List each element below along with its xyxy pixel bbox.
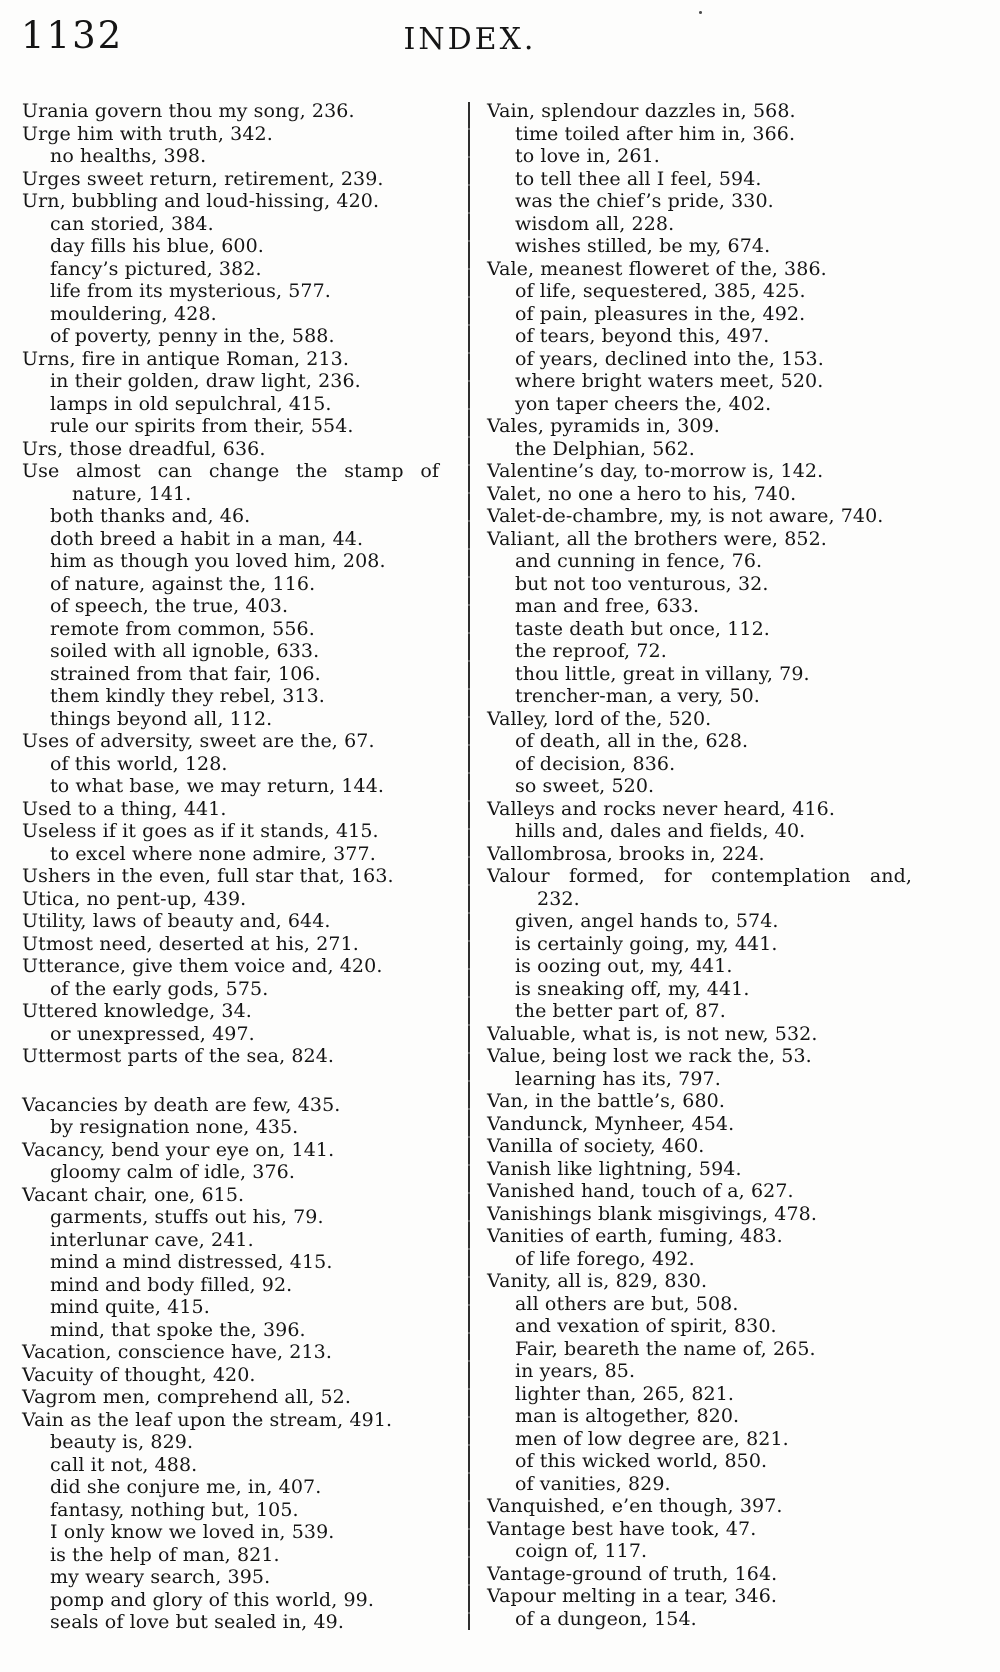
index-entry-line: beauty is, 829. [50,1431,194,1453]
page-number: 1132 [21,14,124,57]
index-entry-line: Valiant, all the brothers were, 852. [487,527,827,550]
index-entry-line: of a dungeon, 154. [515,1607,697,1630]
index-entry-line: Utility, laws of beauty and, 644. [22,910,331,932]
index-entry-line: Valleys and rocks never heard, 416. [487,797,835,820]
index-entry-line: man and free, 633. [515,595,700,617]
index-entry-line: Valour formed, for contemplation and, [487,865,912,887]
index-entry-line: lighter than, 265, 821. [515,1382,735,1405]
index-entry-line: the Delphian, 562. [515,437,695,460]
index-entry-line: the reproof, 72. [515,640,667,662]
index-entry-line: soiled with all ignoble, 633. [50,640,320,662]
section-gap [22,1068,440,1094]
index-entry-line: Vantage best have took, 47. [487,1517,757,1540]
index-entry-line: fancy’s pictured, 382. [50,257,262,280]
index-entry-line: Valuable, what is, is not new, 532. [487,1022,818,1045]
index-entry-line: of vanities, 829. [515,1472,671,1495]
index-entry-line: where bright waters meet, 520. [515,370,824,392]
index-entry-line: Vagrom men, comprehend all, 52. [22,1386,352,1408]
index-entry-line: Vanities of earth, fuming, 483. [487,1225,783,1247]
index-entry-line: to what base, we may return, 144. [50,775,385,797]
index-entry-line: or unexpressed, 497. [50,1022,255,1045]
index-entry-line: Valet-de-chambre, my, is not aware, 740. [487,505,884,527]
index-entry-line: Uses of adversity, sweet are the, 67. [22,730,375,752]
index-entry-line: things beyond all, 112. [50,707,273,730]
index-entry-line: strained from that fair, 106. [50,662,321,685]
index-entry-line: gloomy calm of idle, 376. [50,1161,295,1183]
index-entry-line: in their golden, draw light, 236. [50,370,361,392]
index-entry-line: and cunning in fence, 76. [515,550,763,572]
index-entry-line: mouldering, 428. [50,302,217,325]
index-entry-line: Fair, beareth the name of, 265. [515,1337,816,1360]
index-entry-line: Ushers in the even, full star that, 163. [22,865,394,887]
index-entry-line: remote from common, 556. [50,617,315,640]
index-entry-line: Use almost can change the stamp of [22,460,439,482]
index-entry-line: of decision, 836. [515,752,676,775]
index-entry-line: of years, declined into the, 153. [515,347,824,370]
index-entry-line: of pain, pleasures in the, 492. [515,302,806,325]
index-entry-line: garments, stuffs out his, 79. [50,1206,324,1228]
index-entry-line: them kindly they rebel, 313. [50,685,325,707]
index-entry-line: coign of, 117. [515,1540,648,1562]
index-entry-line: Vacancies by death are few, 435. [22,1093,341,1116]
index-entry-line: Valentine’s day, to-morrow is, 142. [487,460,824,482]
index-entry-line: Vacation, conscience have, 213. [22,1341,332,1363]
index-entry-line: to love in, 261. [515,145,660,167]
index-entry-line: Vanity, all is, 829, 830. [487,1270,708,1292]
index-entry-line: yon taper cheers the, 402. [515,392,772,415]
index-entry-line: taste death but once, 112. [515,617,770,640]
index-entry-line: Urn, bubbling and loud-hissing, 420. [22,190,380,212]
index-entry-line: 232. [537,887,580,910]
index-entry-line: interlunar cave, 241. [50,1228,254,1251]
index-entry-line: to excel where none admire, 377. [50,842,376,865]
index-entry-line: by resignation none, 435. [50,1116,299,1138]
index-entry-line: Valley, lord of the, 520. [487,707,712,730]
index-entry-line: wishes stilled, be my, 674. [515,235,771,257]
index-entry-line: is sneaking off, my, 441. [515,977,750,1000]
index-entry-line: mind quite, 415. [50,1296,210,1318]
index-entry-line: Vantage-ground of truth, 164. [487,1562,778,1585]
index-entry-line: rule our spirits from their, 554. [50,415,354,437]
index-entry-line: Vacuity of thought, 420. [22,1363,256,1386]
index-entry-line: Vapour melting in a tear, 346. [487,1585,778,1607]
index-entry-line: and vexation of spirit, 830. [515,1315,777,1337]
index-entry-line: thou little, great in villany, 79. [515,662,810,685]
index-entry-line: can storied, 384. [50,212,214,235]
index-entry-line: man is altogether, 820. [515,1405,740,1427]
index-entry-line: Urns, fire in antique Roman, 213. [22,347,349,370]
index-entry-line: doth breed a habit in a man, 44. [50,527,364,550]
index-entry-line: Urs, those dreadful, 636. [22,437,266,460]
index-entry-line: wisdom all, 228. [515,212,675,235]
index-entry-line: hills and, dales and fields, 40. [515,820,806,842]
index-entry-line: Vain, splendour dazzles in, 568. [487,100,796,122]
index-entry-line: nature, 141. [72,482,192,505]
index-entry-line: him as though you loved him, 208. [50,550,386,572]
index-entry-line: but not too venturous, 32. [515,572,769,595]
index-entry-line: Vale, meanest floweret of the, 386. [487,257,827,280]
index-entry-line: Vanilla of society, 460. [487,1135,705,1157]
index-entry-line: Useless if it goes as if it stands, 415. [22,820,379,842]
index-entry-line: Used to a thing, 441. [22,797,227,820]
index-entry-line: Uttered knowledge, 34. [22,1000,252,1022]
print-speck [699,11,702,14]
index-entry-line: Vandunck, Mynheer, 454. [487,1112,735,1135]
index-entry-line: pomp and glory of this world, 99. [50,1588,374,1611]
index-entry-line: trencher-man, a very, 50. [515,685,760,707]
index-entry-line: of death, all in the, 628. [515,730,749,752]
index-entry-line: of life, sequestered, 385, 425. [515,280,806,302]
index-entry-line: of speech, the true, 403. [50,595,289,617]
index-entry-line: both thanks and, 46. [50,505,251,527]
index-entry-line: to tell thee all I feel, 594. [515,167,762,190]
index-entry-line: learning has its, 797. [515,1067,721,1090]
index-entry-line: the better part of, 87. [515,1000,726,1022]
index-entry-line: Vain as the leaf upon the stream, 491. [22,1408,393,1431]
index-entry-line: Urania govern thou my song, 236. [22,100,355,122]
index-entry-line: Utica, no pent-up, 439. [22,887,247,910]
index-entry-line: call it not, 488. [50,1453,198,1476]
index-entry-line: of this world, 128. [50,752,228,775]
index-entry-line: Vallombrosa, brooks in, 224. [487,842,765,865]
index-entry-line: Urge him with truth, 342. [22,122,273,145]
index-entry-line: Uttermost parts of the sea, 824. [22,1045,335,1067]
index-entry-line: of nature, against the, 116. [50,572,316,595]
index-entry-line: of this wicked world, 850. [515,1450,768,1472]
index-entry-line: of the early gods, 575. [50,977,269,1000]
page-title: INDEX. [403,22,537,57]
index-entry-line: so sweet, 520. [515,775,655,797]
index-entry-line: of life forego, 492. [515,1247,695,1270]
index-entry-line: Utterance, give them voice and, 420. [22,955,383,977]
index-entry-line: did she conjure me, in, 407. [50,1476,322,1498]
index-entry-line: is the help of man, 821. [50,1543,280,1566]
index-column-right [487,100,913,1630]
index-entry-line: day fills his blue, 600. [50,235,264,257]
index-entry-line: my weary search, 395. [50,1566,271,1588]
index-entry-line: mind and body filled, 92. [50,1273,293,1296]
index-entry-line: of tears, beyond this, 497. [515,325,770,347]
index-entry-line: mind, that spoke the, 396. [50,1318,306,1341]
index-entry-line: lamps in old sepulchral, 415. [50,392,332,415]
index-entry-line: mind a mind distressed, 415. [50,1251,333,1273]
index-entry-line: Vanquished, e’en though, 397. [487,1495,783,1517]
index-entry-line: Vales, pyramids in, 309. [487,415,720,437]
index-entry-line: time toiled after him in, 366. [515,122,796,145]
index-entry-line: men of low degree are, 821. [515,1427,789,1450]
index-entry-line: is certainly going, my, 441. [515,932,778,955]
index-entry-line: is oozing out, my, 441. [515,955,733,977]
index-entry-line: given, angel hands to, 574. [515,910,779,932]
index-entry-line: Vanish like lightning, 594. [487,1157,742,1180]
column-divider-rule [468,102,470,1630]
index-entry-line: Vacant chair, one, 615. [22,1183,245,1206]
index-entry-line: was the chief’s pride, 330. [515,190,774,212]
index-entry-line: I only know we loved in, 539. [50,1521,335,1543]
index-entry-line: Vanished hand, touch of a, 627. [487,1180,794,1202]
index-entry-line: fantasy, nothing but, 105. [50,1498,299,1521]
index-column-left [22,100,440,1634]
index-entry-line: Utmost need, deserted at his, 271. [22,932,359,955]
index-entry-line: Value, being lost we rack the, 53. [487,1045,812,1067]
index-entry-line: Vacancy, bend your eye on, 141. [22,1138,335,1161]
index-entry-line: life from its mysterious, 577. [50,280,331,302]
index-entry-line: in years, 85. [515,1360,636,1382]
index-entry-line: seals of love but sealed in, 49. [50,1611,344,1633]
index-entry-line: Valet, no one a hero to his, 740. [487,482,797,505]
index-entry-line: of poverty, penny in the, 588. [50,325,335,347]
index-entry-line: no healths, 398. [50,145,207,167]
index-entry-line: Van, in the battle’s, 680. [487,1090,725,1112]
index-entry-line: Urges sweet return, retirement, 239. [22,167,384,190]
index-entry-line: Vanishings blank misgivings, 478. [487,1202,817,1225]
index-entry-line: all others are but, 508. [515,1292,739,1315]
